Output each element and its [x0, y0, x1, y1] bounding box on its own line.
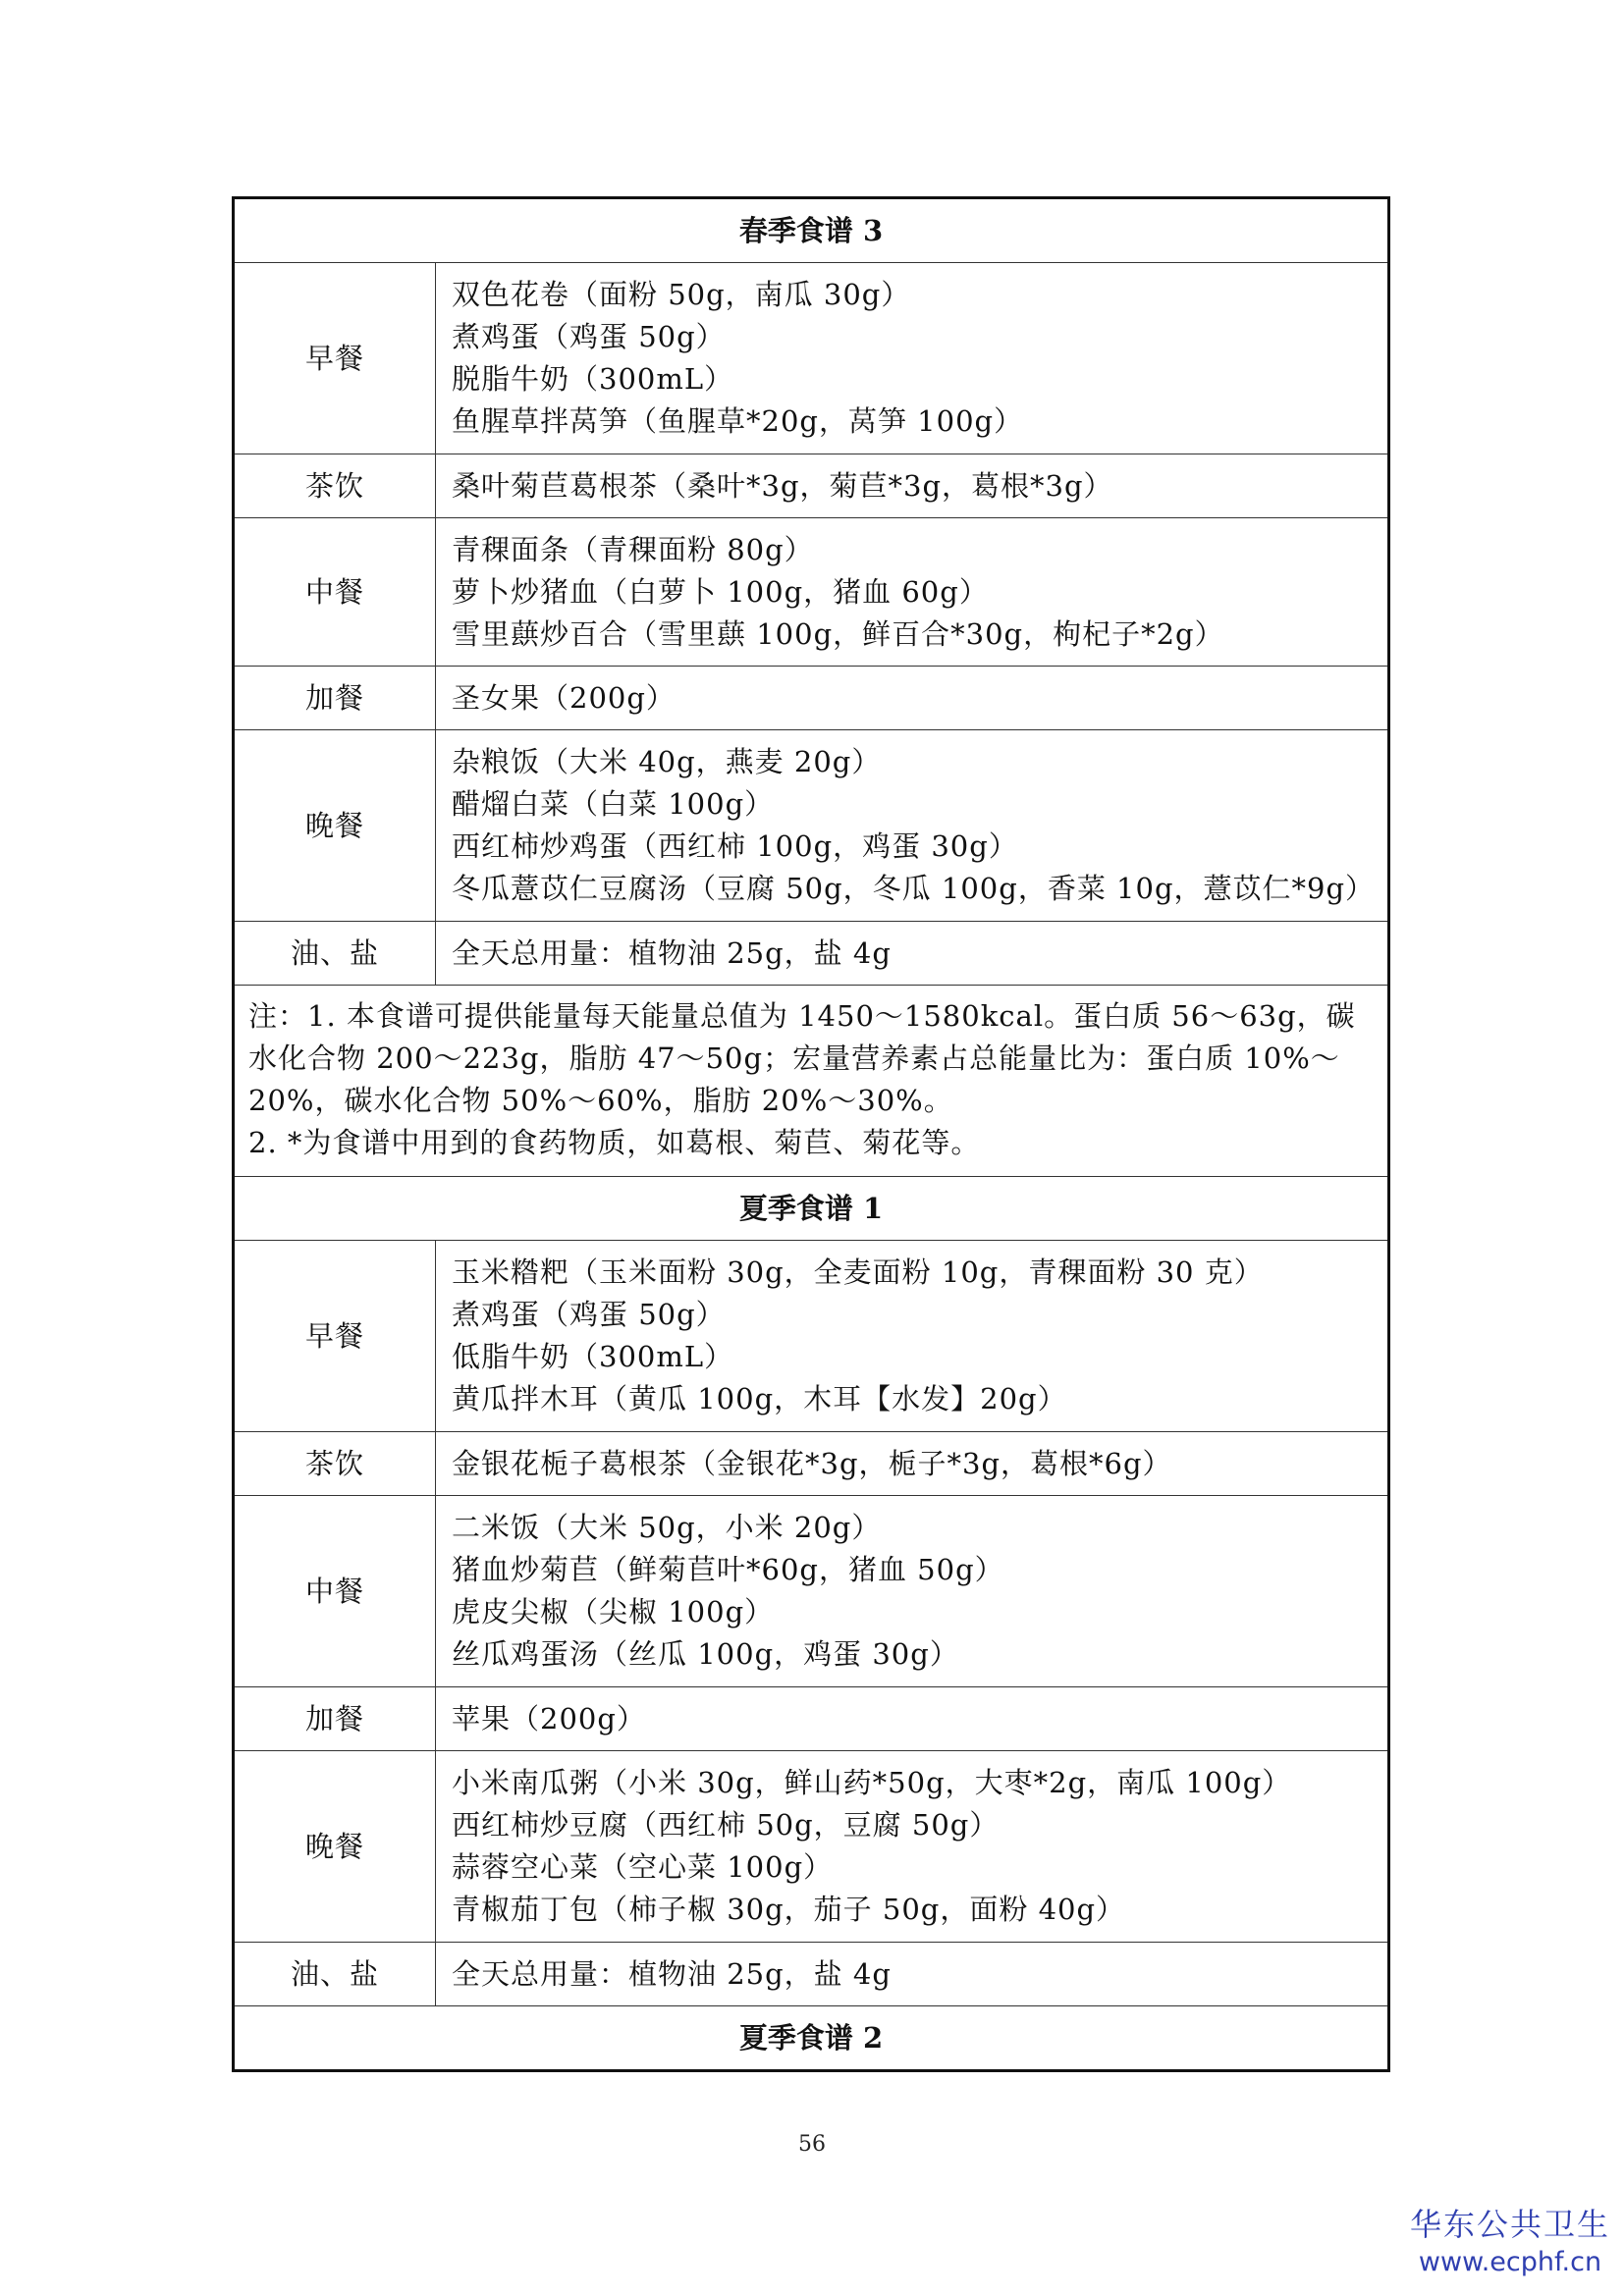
meal-items	[436, 518, 1389, 667]
meal-item: 二米饭（大米 50g，小米 20g）	[452, 1511, 882, 1544]
meal-item: 小米南瓜粥（小米 30g，鲜山药*50g，大枣*2g，南瓜 100g）	[452, 1766, 1292, 1799]
meal-row-tea	[234, 454, 1389, 518]
meal-name: 早餐	[234, 1241, 436, 1432]
meal-row-lunch	[234, 518, 1389, 667]
page-number: 56	[798, 2132, 826, 2157]
meal-item: 冬瓜薏苡仁豆腐汤（豆腐 50g，冬瓜 100g，香菜 10g，薏苡仁*9g）	[452, 872, 1376, 905]
section-title: 夏季食谱 1	[234, 1177, 1389, 1241]
section-title: 夏季食谱 2	[234, 2006, 1389, 2071]
meal-item: 桑叶菊苣葛根茶（桑叶*3g，菊苣*3g，葛根*3g）	[452, 468, 1113, 503]
meal-items	[436, 667, 1389, 730]
meal-items	[436, 1241, 1389, 1432]
meal-name: 茶饮	[234, 1432, 436, 1496]
meal-item: 青椒茄丁包（柿子椒 30g，茄子 50g，面粉 40g）	[452, 1893, 1126, 1926]
notes	[234, 986, 1389, 1177]
watermark-url: www.ecphf.cn	[1418, 2247, 1602, 2277]
meal-name: 晚餐	[234, 1751, 436, 1943]
meal-item: 青稞面条（青稞面粉 80g）	[452, 532, 814, 566]
meal-item: 醋熘白菜（白菜 100g）	[452, 787, 775, 821]
meal-item: 蒜蓉空心菜（空心菜 100g）	[452, 1850, 834, 1884]
section-title-row	[234, 198, 1389, 263]
meal-name: 中餐	[234, 518, 436, 667]
meal-item: 圣女果（200g）	[452, 680, 676, 715]
meal-item: 金银花栀子葛根茶（金银花*3g，栀子*3g，葛根*6g）	[452, 1446, 1172, 1480]
meal-name: 加餐	[234, 667, 436, 730]
meal-name: 茶饮	[234, 454, 436, 518]
note-line: 注：1. 本食谱可提供能量每天能量总值为 1450～1580kcal。蛋白质 56～63g，碳水化合物 200～223g，脂肪 47～50g；宏量营养素占总能量比为：蛋白质 10%～20%，碳水化合物 50%～60%，脂肪 20%～30%。	[248, 999, 1356, 1117]
meal-item: 双色花卷（面粉 50g，南瓜 30g）	[452, 278, 911, 311]
meal-item: 西红柿炒豆腐（西红柿 50g，豆腐 50g）	[452, 1808, 1000, 1842]
section-title: 春季食谱 3	[234, 198, 1389, 263]
meal-row-dinner	[234, 1751, 1389, 1943]
meal-row-oil-salt	[234, 922, 1389, 986]
meal-item: 全天总用量：植物油 25g，盐 4g	[452, 1956, 892, 1991]
meal-item: 雪里蕻炒百合（雪里蕻 100g，鲜百合*30g，枸杞子*2g）	[452, 616, 1224, 651]
meal-item: 苹果（200g）	[452, 1701, 646, 1735]
meal-items	[436, 1687, 1389, 1751]
section-title-row	[234, 2006, 1389, 2071]
meal-item: 鱼腥草拌莴笋（鱼腥草*20g，莴笋 100g）	[452, 404, 1024, 438]
meal-name: 油、盐	[234, 922, 436, 986]
note-line: 2. *为食谱中用到的食药物质，如葛根、菊苣、菊花等。	[248, 1126, 981, 1159]
watermark-name: 华东公共卫生	[1409, 2206, 1610, 2243]
meal-items	[436, 1943, 1389, 2006]
meal-items	[436, 263, 1389, 454]
meal-item: 杂粮饭（大米 40g，燕麦 20g）	[452, 745, 882, 778]
meal-item: 虎皮尖椒（尖椒 100g）	[452, 1595, 775, 1629]
meal-items	[436, 1432, 1389, 1496]
meal-item: 丝瓜鸡蛋汤（丝瓜 100g，鸡蛋 30g）	[452, 1637, 959, 1671]
section-title-row	[234, 1177, 1389, 1241]
meal-name: 油、盐	[234, 1943, 436, 2006]
meal-items	[436, 1751, 1389, 1943]
watermark	[1410, 2205, 1610, 2281]
meal-name: 晚餐	[234, 730, 436, 922]
meal-items	[436, 922, 1389, 986]
meal-item: 煮鸡蛋（鸡蛋 50g）	[452, 1298, 726, 1331]
meal-name: 早餐	[234, 263, 436, 454]
notes-row	[234, 986, 1389, 1177]
meal-row-breakfast	[234, 263, 1389, 454]
meal-row-tea	[234, 1432, 1389, 1496]
meal-item: 煮鸡蛋（鸡蛋 50g）	[452, 320, 726, 353]
meal-row-dinner	[234, 730, 1389, 922]
meal-name: 加餐	[234, 1687, 436, 1751]
meal-item: 脱脂牛奶（300mL）	[452, 362, 734, 396]
meal-item: 全天总用量：植物油 25g，盐 4g	[452, 935, 892, 970]
meal-item: 西红柿炒鸡蛋（西红柿 100g，鸡蛋 30g）	[452, 829, 1018, 863]
meal-row-snack	[234, 667, 1389, 730]
meal-items	[436, 454, 1389, 518]
meal-item: 猪血炒菊苣（鲜菊苣叶*60g，猪血 50g）	[452, 1553, 1004, 1586]
meal-item: 萝卜炒猪血（白萝卜 100g，猪血 60g）	[452, 574, 989, 609]
meal-items	[436, 730, 1389, 922]
meal-row-snack	[234, 1687, 1389, 1751]
meal-item: 黄瓜拌木耳（黄瓜 100g，木耳【水发】20g）	[452, 1382, 1067, 1415]
meal-items	[436, 1496, 1389, 1687]
meal-row-breakfast	[234, 1241, 1389, 1432]
menu-table	[232, 196, 1390, 2072]
meal-name: 中餐	[234, 1496, 436, 1687]
meal-row-oil-salt	[234, 1943, 1389, 2006]
meal-item: 低脂牛奶（300mL）	[452, 1340, 734, 1373]
meal-item: 玉米糌粑（玉米面粉 30g，全麦面粉 10g，青稞面粉 30 克）	[452, 1255, 1264, 1289]
meal-row-lunch	[234, 1496, 1389, 1687]
